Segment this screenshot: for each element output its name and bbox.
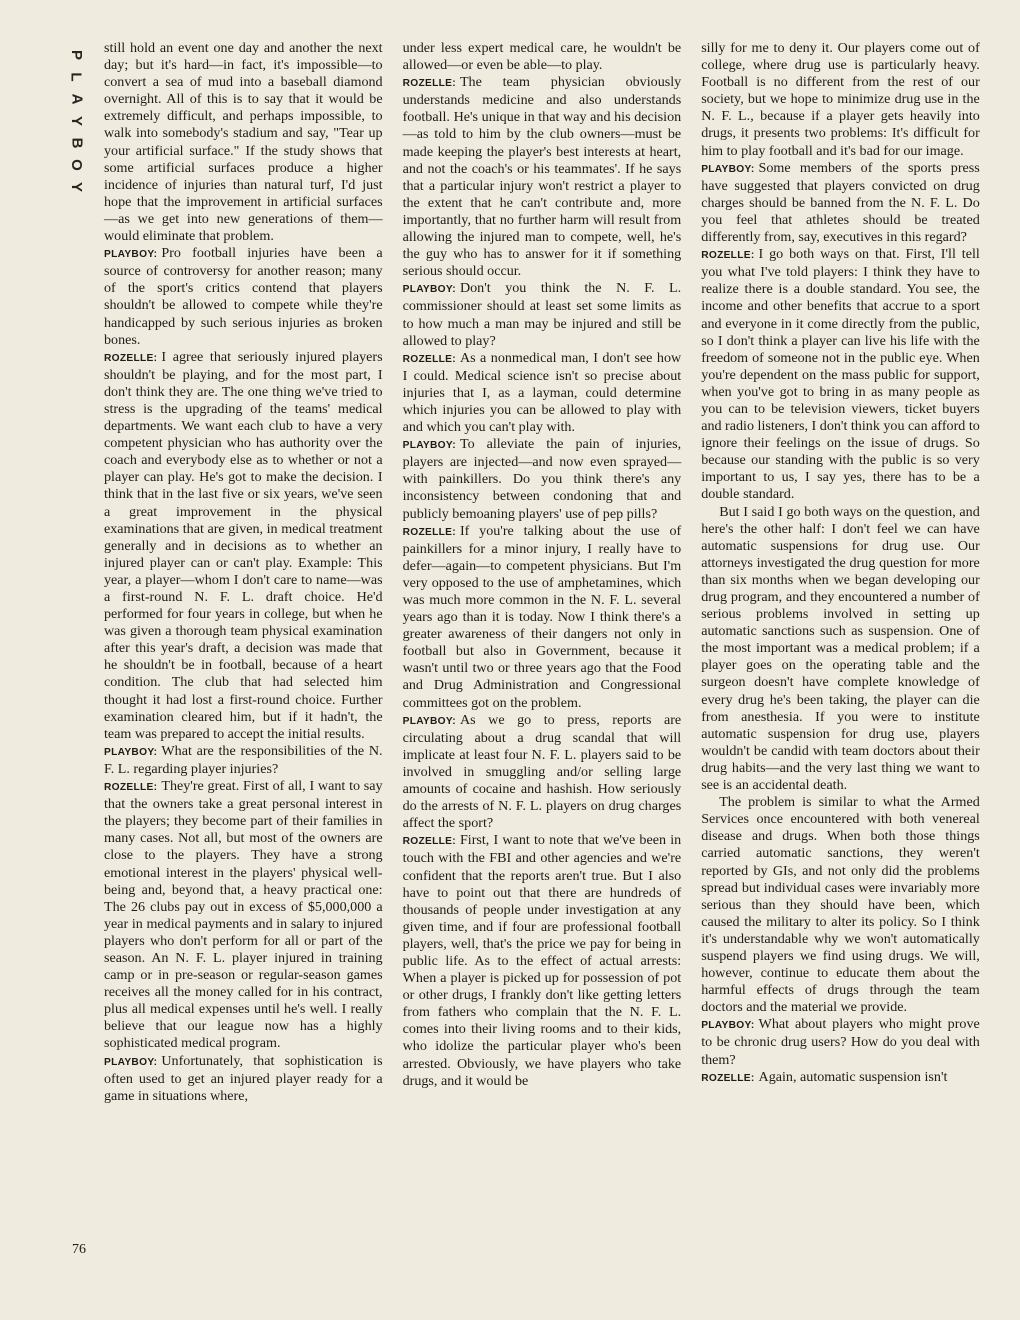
speaker-label: PLAYBOY:	[104, 746, 158, 758]
paragraph-text: As we go to press, reports are circulating about a drug scandal that will implicate at least four N. F. L. players said to be involved in smuggling and/or selling large amounts of cocaine and hashish. How seriously do the arrests of N. F. L. players on drug charges affect the sport?	[402, 711, 682, 832]
speaker-label: ROZELLE:	[104, 782, 158, 794]
paragraph	[403, 436, 682, 522]
paragraph-text: Don't you think the N. F. L. commissioner should at least set some limits as to how much a man may be injured and still be allowed to play?	[402, 280, 682, 349]
paragraph-text: They're great. First of all, I want to say that the owners take a great personal interest in the players; they become part of their families in many cases. Not all, but most of the owners are close to the players. They have a strong emotional interest in the players' physical well-being and, beyond that, a heavy practical one: The 26 clubs pay out in excess of $5,000,000 a year in medical payments and in salary to injured players who don't perform for all or part of the season. An N. F. L. player injured in training camp or in pre-season or regular-season games receives all the money called for in his contract, plus all medical expenses until he's well. I really believe that our league now has a highly sophisticated medical program.	[104, 778, 383, 1052]
paragraph	[403, 74, 682, 280]
speaker-label: ROZELLE:	[701, 1072, 755, 1084]
page-number: 76	[72, 1242, 86, 1257]
paragraph-text: As a nonmedical man, I don't see how I could. Medical science isn't so precise about injuries that I, as a layman, could determine which injuries you can be allowed to play with and which you can't play with.	[402, 349, 682, 436]
speaker-label: PLAYBOY:	[104, 1056, 158, 1068]
paragraph	[403, 712, 682, 833]
paragraph-text: Unfortunately, that sophistication is often used to get an injured player ready for a game in situations where,	[104, 1052, 383, 1104]
paragraph	[403, 40, 682, 74]
paragraph-text: I go both ways on that. First, I'll tell you what I've told players: I think they have to realize there is a double standard. You see, the income and other benefits that accrue to a sport and everyone in it come directly from the public, so I don't think a player can live his life with the freedom of someone not in the public eye. When you're dependent on the mass public for support, when you've got to bring in as many people as you can to be television viewers, ticket buyers and radio listeners, I don't think you can afford to ignore their feelings on the issue of drugs. So because our standing with the public is so very important to us, I say yes, there has to be a double standard.	[701, 246, 980, 503]
speaker-label: PLAYBOY:	[402, 440, 456, 452]
speaker-label: PLAYBOY:	[402, 284, 456, 296]
spine-letter: A	[68, 93, 85, 105]
text-column-1	[104, 40, 383, 1270]
paragraph-text: What are the responsibilities of the N. F. L. regarding player injuries?	[104, 742, 383, 777]
text-column-3	[701, 40, 980, 1270]
paragraph-text: The team physician obviously understands medicine and also understands football. He's unique in that way and his decision—as told to him by the club owners—must be made keeping the player's best interests at heart, and not the coach's or his teammates'. If he says that a particular injury won't restrict a player to the extent that he can't contribute and, more importantly, that no further harm will result from allowing the injured man to compete, well, he's the guy who has to answer for it if something serious should occur.	[402, 74, 682, 280]
speaker-label: ROZELLE:	[701, 250, 755, 262]
spine-letter: O	[67, 159, 85, 171]
spine-letter: Y	[67, 115, 85, 127]
paragraph	[403, 350, 682, 436]
paragraph	[701, 160, 980, 246]
paragraph-text: Pro football injuries have been a source of controversy for another reason; many of the sport's critics contend that players shouldn't be allowed to compete while they're handicapped by such serious injuries as broken bones.	[104, 245, 383, 348]
paragraph	[701, 794, 980, 1016]
paragraph	[104, 349, 383, 743]
spine-title	[66, 44, 86, 198]
speaker-label: ROZELLE:	[402, 526, 456, 538]
speaker-label: ROZELLE:	[402, 353, 456, 365]
paragraph	[701, 1069, 980, 1087]
spine-letter: L	[67, 72, 85, 82]
paragraph	[104, 743, 383, 778]
paragraph-text: silly for me to deny it. Our players come out of college, where drug use is particularly heavy. Football is no different from the rest of our society, but we hope to minimize drug use in the N. F. L., because if a player gets heavily into drugs, it presents two problems: It's difficult for him to play football and it's bad for our image.	[701, 40, 980, 159]
paragraph-text: Again, automatic suspension isn't	[758, 1068, 948, 1085]
paragraph	[104, 778, 383, 1053]
paragraph-text: But I said I go both ways on the question, and here's the other half: I don't feel we can have automatic suspensions for drug use. Our attorneys investigated the drug question for more than six months when we began developing our drug program, and they encountered a number of serious problems involved in setting up automatic sanctions such as suspension. One of the most important was a medical problem; if a player goes on the operating table and the surgeon doesn't have complete knowledge of every drug he's been taking, the player can die from anesthesia. If you were to institute automatic suspension for drug use, players wouldn't be candid with team doctors about their drug habits—and the very last thing we want to see is an accidental death.	[701, 503, 980, 794]
paragraph	[104, 1053, 383, 1105]
paragraph-text: under less expert medical care, he wouldn't be allowed—or even be able—to play.	[402, 40, 682, 74]
text-column-2	[403, 40, 682, 1270]
paragraph	[701, 246, 980, 503]
paragraph-text: I agree that seriously injured players shouldn't be playing, and for the most part, I don't think they are. The one thing we've tried to stress is the upgrading of the teams' medical departments. We want each club to have a very competent physician who has authority over the coach and everybody else as to whether or not a player can play. He's got to make the decision. I think that in the last five or six years, we've seen a great improvement in the physical examinations that are given, in medical treatment generally and in decisions as to whether an injured player can or can't play. Example: This year, a player—whom I don't care to name—was a first-round N. F. L. draft choice. He'd performed for four years in college, but when he was given a thorough team physical examination after this year's draft, a decision was made that he shouldn't be in football, because of a heart condition. The club that had selected him thought it had lost a first-round choice. Further examination cleared him, but if it hadn't, the team was prepared to accept the initial results.	[104, 348, 383, 742]
paragraph-text: still hold an event one day and another the next day; but it's hard—in fact, it's impossible—to convert a sea of mud into a baseball diamond overnight. All of this is to say that it would be extremely difficult, and perhaps impossible, to walk into somebody's stadium and say, "Tear up your artificial surface." If the study shows that some artificial surfaces produce a higher incidence of injuries than natural turf, I'd just hope that the improvement in artificial surfaces—as we get into new generations of them—would eliminate that problem.	[104, 40, 383, 245]
paragraph-text: What about players who might prove to be chronic drug users? How do you deal with them?	[701, 1016, 980, 1068]
paragraph	[403, 280, 682, 349]
paragraph-text: The problem is similar to what the Armed Services once encountered with both venereal disease and drugs. When both those things carried automatic sanctions, they weren't reported by GIs, and not only did the problems spread but individual cases were invariably more serious than they should have been, which caused the military to alter its policy. So I think it's understandable why we won't automatically suspend players we find using drugs. We will, however, continue to educate them about the harmful effects of drugs through the team doctors and the material we provide.	[701, 794, 980, 1016]
speaker-label: PLAYBOY:	[402, 715, 456, 727]
paragraph-text: If you're talking about the use of painkillers for a minor injury, I really have to defer—again—to competent physicians. But I'm very opposed to the use of amphetamines, which was much more common in the N. F. L. several years ago than it is today. Now I think there's a greater awareness of their dangers not only in football but also in Government, because it wasn't until two or three years ago that the Food and Drug Administration and Congressional committees got on the problem.	[402, 522, 682, 711]
spine-letter: Y	[67, 181, 85, 193]
paragraph	[403, 832, 682, 1089]
paragraph	[104, 245, 383, 349]
paragraph	[701, 40, 980, 160]
speaker-label: PLAYBOY:	[104, 249, 158, 261]
speaker-label: ROZELLE:	[104, 352, 158, 364]
paragraph	[104, 40, 383, 245]
paragraph-text: To alleviate the pain of injuries, players are injected—and now even sprayed—with painkillers. Do you think there's any inconsistency between condoning that and publicly bemoaning players' use of pep pills?	[402, 436, 682, 522]
paragraph	[701, 1016, 980, 1068]
article-body	[104, 40, 980, 1270]
paragraph-text: First, I want to note that we've been in touch with the FBI and other agencies and we're confident that the reports aren't true. But I also have to point out that there are hundreds of thousands of people under investigation at any given time, and if four are professional football players, well, that's the price we pay for being in public life. As to the effect of actual arrests: When a player is picked up for possession of pot or other drugs, I frankly don't like getting letters from fathers who complain that the N. F. L. comes into their living rooms and to their kids, who idolize the particular player who's been arrested. Obviously, we have players who take drugs, and it would be	[402, 832, 682, 1089]
paragraph	[403, 523, 682, 712]
spine-letter: P	[67, 49, 85, 61]
speaker-label: ROZELLE:	[402, 836, 456, 848]
speaker-label: PLAYBOY:	[701, 163, 755, 175]
spine-letter: B	[68, 137, 85, 149]
paragraph-text: Some members of the sports press have suggested that players convicted on drug charges should be banned from the N. F. L. Do you feel that athletes should be treated differently from, say, executives in this regard?	[701, 159, 980, 246]
speaker-label: PLAYBOY:	[701, 1020, 755, 1032]
speaker-label: ROZELLE:	[402, 78, 456, 90]
paragraph	[701, 504, 980, 795]
